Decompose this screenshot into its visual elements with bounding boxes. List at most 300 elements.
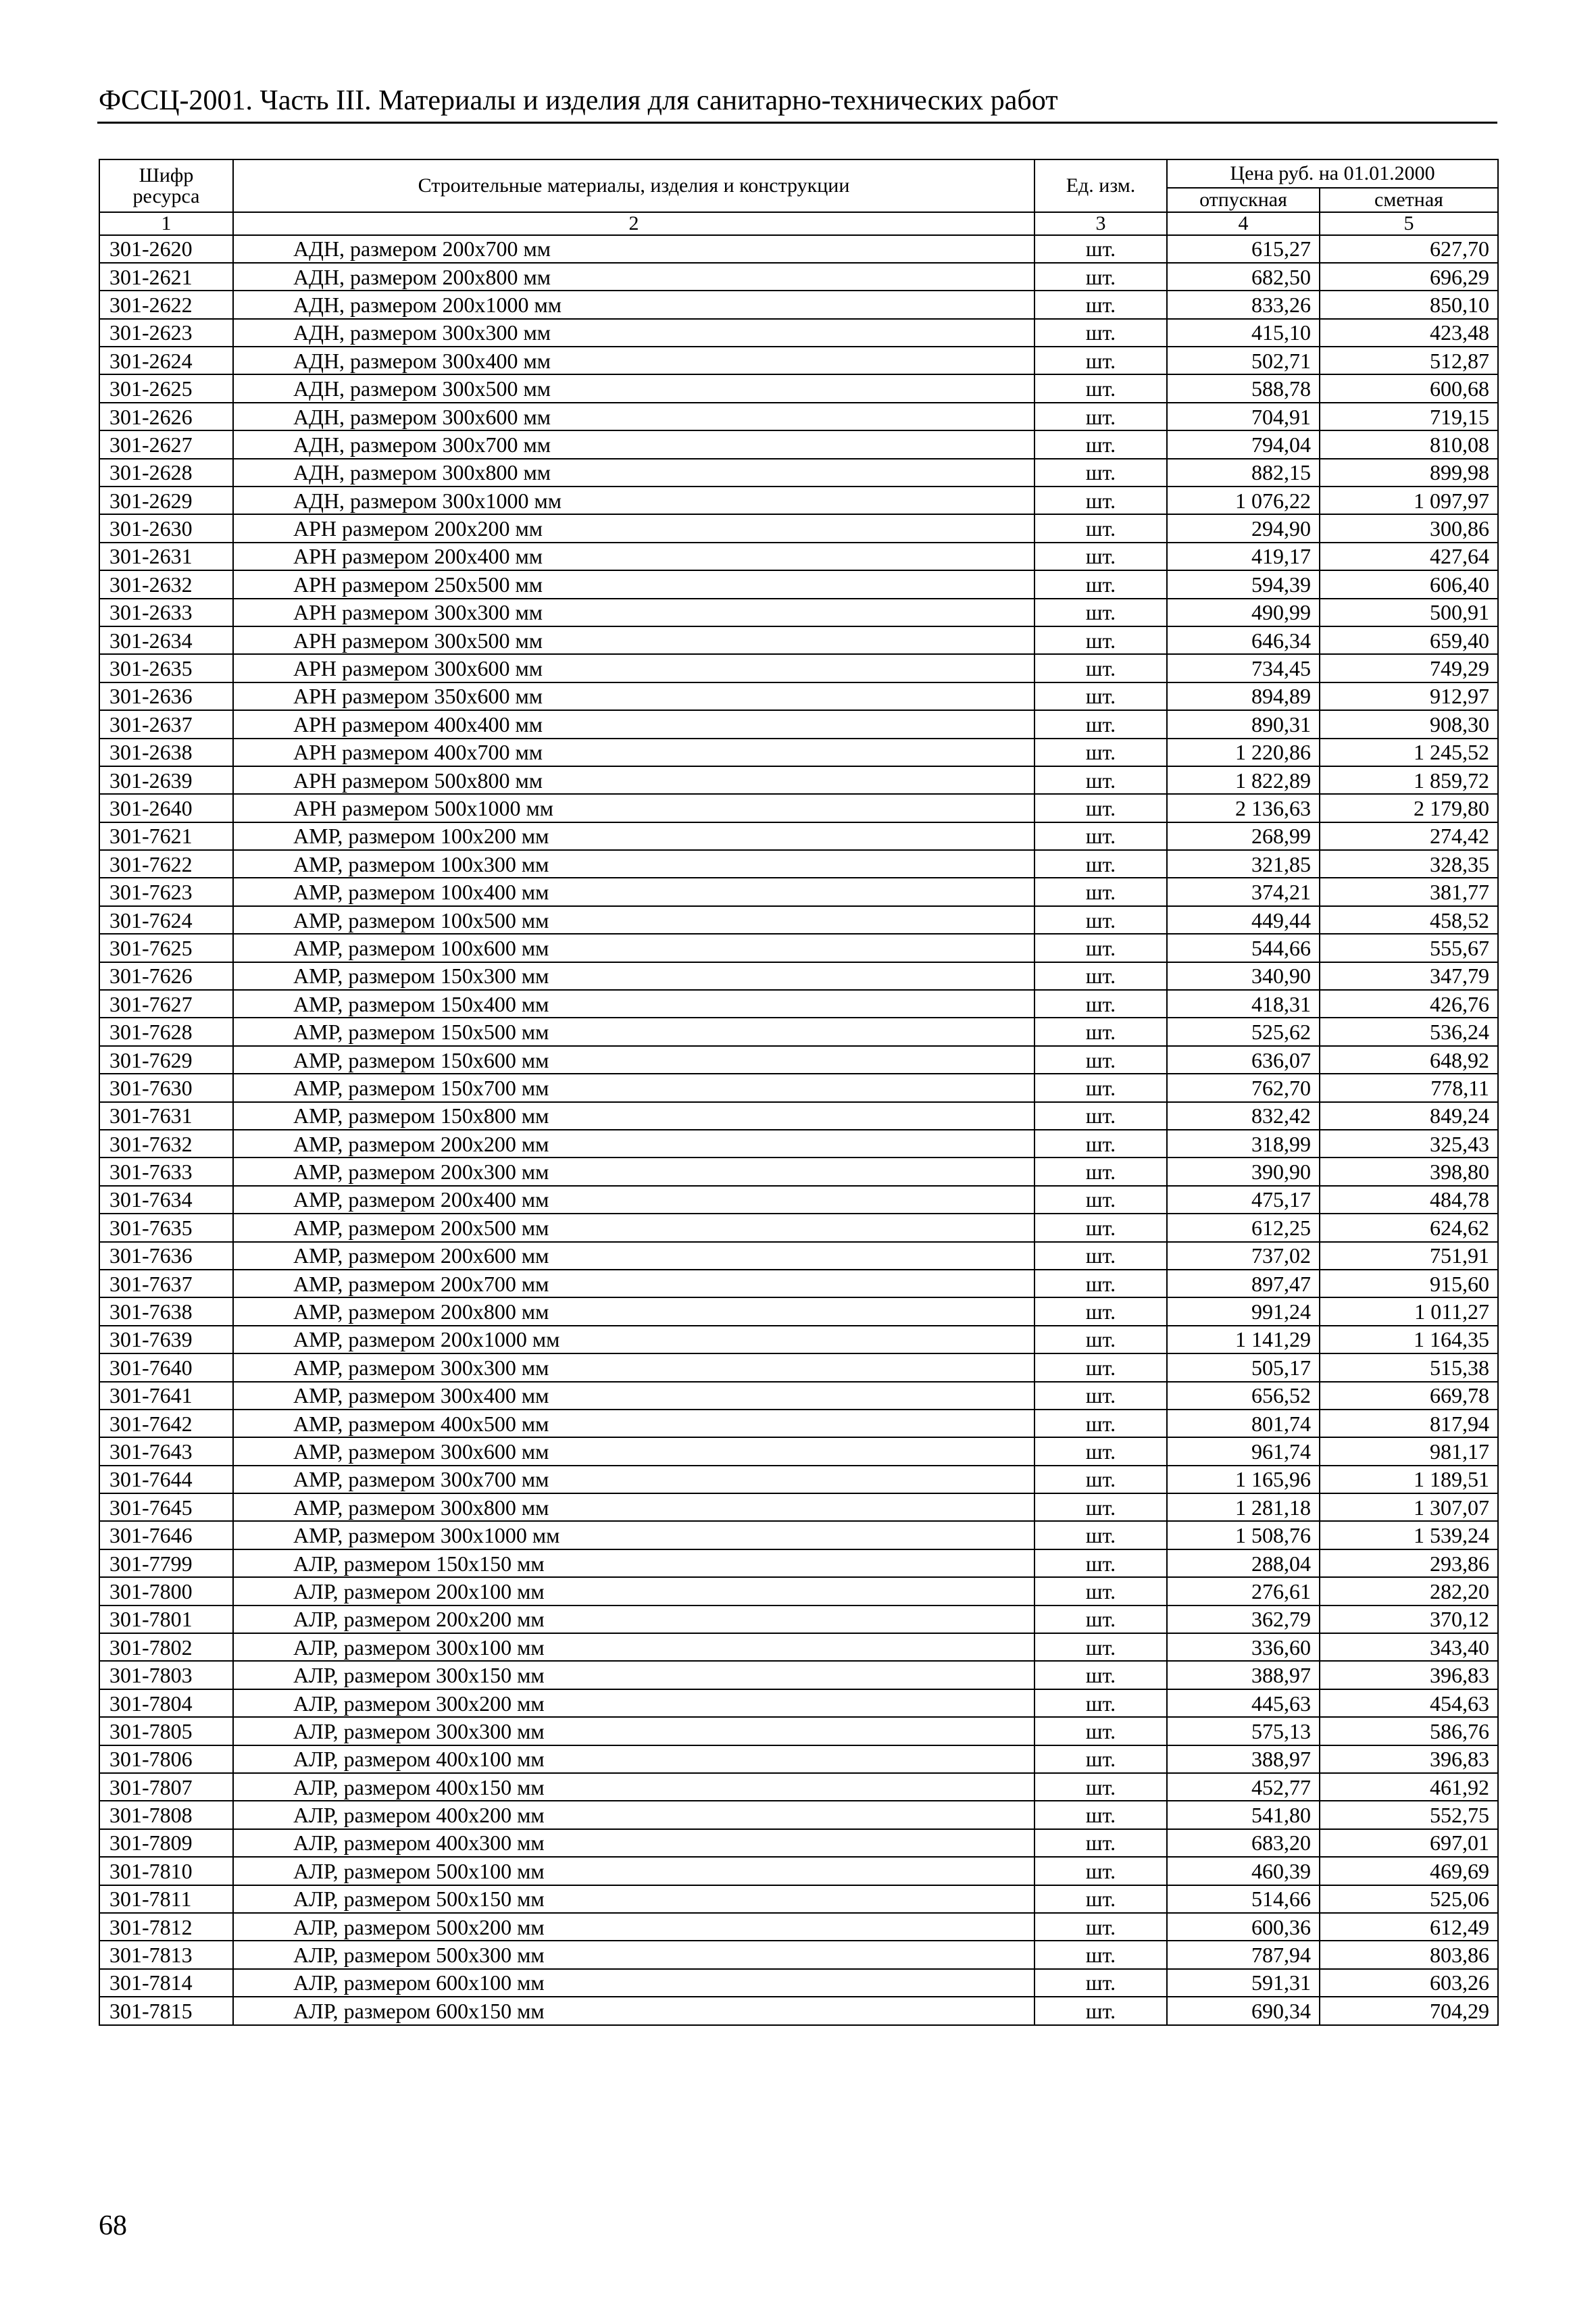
cell-estimate-price: 648,92 [1320,1046,1498,1074]
cell-code: 301-7641 [99,1382,233,1410]
cell-estimate-price: 469,69 [1320,1857,1498,1885]
cell-estimate-price: 810,08 [1320,430,1498,458]
cell-release-price: 961,74 [1167,1437,1320,1465]
cell-release-price: 294,90 [1167,514,1320,542]
cell-estimate-price: 370,12 [1320,1605,1498,1633]
cell-estimate-price: 606,40 [1320,570,1498,598]
table-row [99,626,1498,654]
cell-code: 301-2621 [99,263,233,291]
header-release-price: отпускная [1167,188,1320,212]
cell-code: 301-7800 [99,1577,233,1605]
cell-release-price: 1 220,86 [1167,739,1320,766]
cell-name: АРН размером 300x500 мм [233,626,1034,654]
cell-estimate-price: 778,11 [1320,1074,1498,1101]
cell-code: 301-7644 [99,1466,233,1493]
cell-release-price: 418,31 [1167,990,1320,1018]
cell-estimate-price: 915,60 [1320,1270,1498,1297]
cell-name: АМР, размером 150x700 мм [233,1074,1034,1101]
cell-release-price: 762,70 [1167,1074,1320,1101]
cell-release-price: 682,50 [1167,263,1320,291]
table-row [99,1018,1498,1045]
cell-release-price: 340,90 [1167,962,1320,990]
cell-code: 301-2633 [99,599,233,626]
cell-release-price: 636,07 [1167,1046,1320,1074]
cell-code: 301-7634 [99,1186,233,1214]
table-row [99,682,1498,710]
cell-name: АМР, размером 200x1000 мм [233,1326,1034,1353]
cell-unit: шт. [1034,430,1167,458]
cell-release-price: 321,85 [1167,850,1320,878]
cell-release-price: 1 822,89 [1167,766,1320,794]
cell-code: 301-7633 [99,1158,233,1185]
table-row [99,962,1498,990]
cell-release-price: 1 165,96 [1167,1466,1320,1493]
cell-unit: шт. [1034,1885,1167,1913]
cell-release-price: 318,99 [1167,1130,1320,1158]
cell-name: АРН размером 200x400 мм [233,543,1034,570]
cell-release-price: 787,94 [1167,1941,1320,1968]
table-row [99,1773,1498,1801]
cell-code: 301-7799 [99,1549,233,1577]
cell-name: АЛР, размером 300x200 мм [233,1689,1034,1717]
cell-name: АРН размером 200x200 мм [233,514,1034,542]
table-row [99,1326,1498,1353]
table-row [99,1745,1498,1773]
cell-unit: шт. [1034,459,1167,487]
cell-unit: шт. [1034,1605,1167,1633]
table-row [99,514,1498,542]
cell-name: АЛР, размером 500x200 мм [233,1913,1034,1941]
cell-code: 301-2634 [99,626,233,654]
table-body [99,235,1498,2025]
cell-code: 301-2631 [99,543,233,570]
cell-release-price: 276,61 [1167,1577,1320,1605]
cell-name: АРН размером 400x700 мм [233,739,1034,766]
cell-name: АЛР, размером 600x150 мм [233,1997,1034,2024]
table-row [99,235,1498,263]
cell-name: АЛР, размером 400x150 мм [233,1773,1034,1801]
cell-estimate-price: 1 245,52 [1320,739,1498,766]
cell-release-price: 832,42 [1167,1102,1320,1130]
table-row [99,990,1498,1018]
cell-unit: шт. [1034,1773,1167,1801]
cell-code: 301-7623 [99,878,233,905]
cell-code: 301-7621 [99,822,233,850]
cell-estimate-price: 484,78 [1320,1186,1498,1214]
cell-release-price: 890,31 [1167,710,1320,738]
cell-unit: шт. [1034,570,1167,598]
table-row [99,1661,1498,1689]
cell-name: АМР, размером 150x600 мм [233,1046,1034,1074]
cell-code: 301-7640 [99,1353,233,1381]
cell-code: 301-7808 [99,1801,233,1828]
table-row [99,1913,1498,1941]
cell-estimate-price: 2 179,80 [1320,794,1498,822]
cell-estimate-price: 803,86 [1320,1941,1498,1968]
table-row [99,1353,1498,1381]
cell-unit: шт. [1034,1102,1167,1130]
table-row [99,263,1498,291]
cell-release-price: 514,66 [1167,1885,1320,1913]
cell-estimate-price: 627,70 [1320,235,1498,263]
cell-name: АРН размером 500x1000 мм [233,794,1034,822]
cell-unit: шт. [1034,1353,1167,1381]
header-name: Строительные материалы, изделия и конструкции [233,159,1034,212]
cell-unit: шт. [1034,1521,1167,1549]
cell-estimate-price: 850,10 [1320,291,1498,318]
cell-unit: шт. [1034,822,1167,850]
cell-release-price: 502,71 [1167,347,1320,374]
cell-estimate-price: 328,35 [1320,850,1498,878]
cell-unit: шт. [1034,1549,1167,1577]
cell-unit: шт. [1034,962,1167,990]
table-row [99,1605,1498,1633]
cell-name: АДН, размером 300x700 мм [233,430,1034,458]
cell-estimate-price: 981,17 [1320,1437,1498,1465]
cell-unit: шт. [1034,543,1167,570]
cell-code: 301-7626 [99,962,233,990]
title-divider [97,122,1497,124]
cell-unit: шт. [1034,766,1167,794]
cell-unit: шт. [1034,1437,1167,1465]
cell-estimate-price: 536,24 [1320,1018,1498,1045]
cell-unit: шт. [1034,934,1167,962]
cell-release-price: 1 076,22 [1167,487,1320,514]
cell-estimate-price: 274,42 [1320,822,1498,850]
cell-code: 301-7801 [99,1605,233,1633]
cell-estimate-price: 1 189,51 [1320,1466,1498,1493]
cell-unit: шт. [1034,1577,1167,1605]
cell-code: 301-7814 [99,1969,233,1997]
cell-code: 301-7807 [99,1773,233,1801]
cell-unit: шт. [1034,1661,1167,1689]
cell-unit: шт. [1034,1857,1167,1885]
cell-code: 301-7802 [99,1633,233,1661]
cell-unit: шт. [1034,1158,1167,1185]
header-col-number: 4 [1167,212,1320,235]
cell-estimate-price: 396,83 [1320,1661,1498,1689]
cell-estimate-price: 612,49 [1320,1913,1498,1941]
cell-name: АДН, размером 200x800 мм [233,263,1034,291]
cell-estimate-price: 396,83 [1320,1745,1498,1773]
cell-name: АДН, размером 300x600 мм [233,403,1034,430]
table-header [99,159,1498,235]
cell-name: АМР, размером 200x800 мм [233,1297,1034,1325]
cell-release-price: 588,78 [1167,374,1320,402]
cell-code: 301-7638 [99,1297,233,1325]
table-row [99,1297,1498,1325]
cell-estimate-price: 899,98 [1320,459,1498,487]
cell-code: 301-7624 [99,906,233,934]
cell-code: 301-7642 [99,1410,233,1437]
cell-name: АМР, размером 150x300 мм [233,962,1034,990]
cell-name: АМР, размером 100x300 мм [233,850,1034,878]
table-row [99,1130,1498,1158]
cell-unit: шт. [1034,1493,1167,1521]
cell-estimate-price: 427,64 [1320,543,1498,570]
table-row [99,1493,1498,1521]
cell-code: 301-7806 [99,1745,233,1773]
cell-release-price: 288,04 [1167,1549,1320,1577]
cell-name: АРН размером 400x400 мм [233,710,1034,738]
table-row [99,1158,1498,1185]
cell-name: АМР, размером 300x1000 мм [233,1521,1034,1549]
cell-release-price: 991,24 [1167,1297,1320,1325]
cell-estimate-price: 586,76 [1320,1717,1498,1745]
cell-code: 301-7811 [99,1885,233,1913]
header-estimate-price: сметная [1320,188,1498,212]
cell-release-price: 615,27 [1167,235,1320,263]
page-title: ФССЦ-2001. Часть III. Материалы и изделия для санитарно-технических работ [99,85,1058,116]
cell-release-price: 737,02 [1167,1242,1320,1270]
table-row [99,1801,1498,1828]
cell-release-price: 336,60 [1167,1633,1320,1661]
cell-unit: шт. [1034,1297,1167,1325]
cell-code: 301-7639 [99,1326,233,1353]
cell-estimate-price: 552,75 [1320,1801,1498,1828]
cell-release-price: 268,99 [1167,822,1320,850]
cell-name: АМР, размером 300x400 мм [233,1382,1034,1410]
cell-name: АМР, размером 400x500 мм [233,1410,1034,1437]
cell-code: 301-7629 [99,1046,233,1074]
cell-estimate-price: 525,06 [1320,1885,1498,1913]
cell-release-price: 475,17 [1167,1186,1320,1214]
table-row [99,1969,1498,1997]
cell-name: АДН, размером 200x700 мм [233,235,1034,263]
cell-code: 301-2637 [99,710,233,738]
cell-unit: шт. [1034,403,1167,430]
cell-unit: шт. [1034,291,1167,318]
cell-release-price: 419,17 [1167,543,1320,570]
cell-code: 301-7625 [99,934,233,962]
cell-release-price: 575,13 [1167,1717,1320,1745]
cell-unit: шт. [1034,263,1167,291]
table-row [99,1410,1498,1437]
cell-estimate-price: 343,40 [1320,1633,1498,1661]
cell-unit: шт. [1034,990,1167,1018]
cell-unit: шт. [1034,1046,1167,1074]
cell-name: АРН размером 300x600 мм [233,654,1034,682]
cell-name: АМР, размером 100x500 мм [233,906,1034,934]
cell-unit: шт. [1034,850,1167,878]
cell-estimate-price: 1 859,72 [1320,766,1498,794]
cell-code: 301-2622 [99,291,233,318]
cell-code: 301-7636 [99,1242,233,1270]
cell-name: АМР, размером 300x600 мм [233,1437,1034,1465]
cell-release-price: 388,97 [1167,1661,1320,1689]
table-row [99,459,1498,487]
table-row [99,347,1498,374]
cell-unit: шт. [1034,1717,1167,1745]
cell-estimate-price: 751,91 [1320,1242,1498,1270]
cell-code: 301-2628 [99,459,233,487]
cell-release-price: 415,10 [1167,319,1320,347]
cell-name: АМР, размером 200x700 мм [233,1270,1034,1297]
cell-release-price: 460,39 [1167,1857,1320,1885]
cell-name: АДН, размером 300x1000 мм [233,487,1034,514]
table-row [99,1997,1498,2024]
cell-name: АРН размером 250x500 мм [233,570,1034,598]
cell-code: 301-7628 [99,1018,233,1045]
cell-unit: шт. [1034,347,1167,374]
table-row [99,1102,1498,1130]
cell-estimate-price: 300,86 [1320,514,1498,542]
table-row [99,934,1498,962]
cell-estimate-price: 659,40 [1320,626,1498,654]
cell-name: АЛР, размером 300x100 мм [233,1633,1034,1661]
table-row [99,1046,1498,1074]
cell-release-price: 833,26 [1167,291,1320,318]
cell-estimate-price: 555,67 [1320,934,1498,962]
cell-estimate-price: 1 539,24 [1320,1521,1498,1549]
cell-code: 301-7645 [99,1493,233,1521]
table-row [99,1382,1498,1410]
cell-code: 301-7632 [99,1130,233,1158]
cell-name: АРН размером 300x300 мм [233,599,1034,626]
cell-name: АМР, размером 200x600 мм [233,1242,1034,1270]
cell-release-price: 734,45 [1167,654,1320,682]
cell-unit: шт. [1034,1913,1167,1941]
cell-release-price: 690,34 [1167,1997,1320,2024]
cell-release-price: 525,62 [1167,1018,1320,1045]
table-row [99,1717,1498,1745]
table-row [99,1074,1498,1101]
cell-name: АРН размером 350x600 мм [233,682,1034,710]
cell-code: 301-7643 [99,1437,233,1465]
cell-estimate-price: 1 307,07 [1320,1493,1498,1521]
cell-code: 301-7646 [99,1521,233,1549]
cell-unit: шт. [1034,1382,1167,1410]
cell-code: 301-7812 [99,1913,233,1941]
cell-code: 301-2620 [99,235,233,263]
cell-code: 301-2626 [99,403,233,430]
cell-unit: шт. [1034,794,1167,822]
cell-estimate-price: 282,20 [1320,1577,1498,1605]
table-row [99,710,1498,738]
table-row [99,319,1498,347]
cell-release-price: 449,44 [1167,906,1320,934]
cell-release-price: 390,90 [1167,1158,1320,1185]
cell-name: АМР, размером 200x500 мм [233,1214,1034,1241]
cell-unit: шт. [1034,1242,1167,1270]
cell-unit: шт. [1034,1130,1167,1158]
cell-release-price: 388,97 [1167,1745,1320,1773]
cell-name: АЛР, размером 150x150 мм [233,1549,1034,1577]
cell-unit: шт. [1034,739,1167,766]
cell-unit: шт. [1034,626,1167,654]
cell-unit: шт. [1034,1466,1167,1493]
cell-name: АЛР, размером 300x150 мм [233,1661,1034,1689]
cell-estimate-price: 426,76 [1320,990,1498,1018]
cell-unit: шт. [1034,1326,1167,1353]
cell-name: АЛР, размером 400x100 мм [233,1745,1034,1773]
cell-unit: шт. [1034,1801,1167,1828]
table-row [99,1242,1498,1270]
cell-estimate-price: 454,63 [1320,1689,1498,1717]
cell-unit: шт. [1034,710,1167,738]
cell-code: 301-2636 [99,682,233,710]
cell-code: 301-7631 [99,1102,233,1130]
cell-name: АМР, размером 300x700 мм [233,1466,1034,1493]
cell-release-price: 612,25 [1167,1214,1320,1241]
cell-estimate-price: 908,30 [1320,710,1498,738]
table-row [99,1186,1498,1214]
cell-code: 301-7637 [99,1270,233,1297]
cell-unit: шт. [1034,1214,1167,1241]
table-row [99,1689,1498,1717]
cell-release-price: 505,17 [1167,1353,1320,1381]
cell-code: 301-2632 [99,570,233,598]
table-row [99,1437,1498,1465]
table-row [99,1521,1498,1549]
header-col-number: 2 [233,212,1034,235]
cell-unit: шт. [1034,654,1167,682]
table-row [99,1466,1498,1493]
table-row [99,1857,1498,1885]
cell-name: АМР, размером 150x800 мм [233,1102,1034,1130]
cell-unit: шт. [1034,682,1167,710]
cell-code: 301-7622 [99,850,233,878]
cell-name: АМР, размером 100x400 мм [233,878,1034,905]
header-col-number: 1 [99,212,233,235]
cell-code: 301-7815 [99,1997,233,2024]
cell-estimate-price: 912,97 [1320,682,1498,710]
cell-unit: шт. [1034,878,1167,905]
cell-name: АМР, размером 100x200 мм [233,822,1034,850]
cell-name: АМР, размером 100x600 мм [233,934,1034,962]
cell-unit: шт. [1034,374,1167,402]
table-row [99,291,1498,318]
cell-estimate-price: 696,29 [1320,263,1498,291]
cell-code: 301-7804 [99,1689,233,1717]
cell-estimate-price: 669,78 [1320,1382,1498,1410]
cell-estimate-price: 1 164,35 [1320,1326,1498,1353]
table-row [99,403,1498,430]
cell-estimate-price: 458,52 [1320,906,1498,934]
cell-estimate-price: 817,94 [1320,1410,1498,1437]
cell-unit: шт. [1034,319,1167,347]
cell-unit: шт. [1034,235,1167,263]
cell-name: АДН, размером 200x1000 мм [233,291,1034,318]
cell-estimate-price: 381,77 [1320,878,1498,905]
cell-code: 301-7630 [99,1074,233,1101]
cell-estimate-price: 849,24 [1320,1102,1498,1130]
table-row [99,766,1498,794]
cell-name: АМР, размером 150x500 мм [233,1018,1034,1045]
cell-code: 301-2624 [99,347,233,374]
cell-name: АЛР, размером 500x100 мм [233,1857,1034,1885]
header-col-number: 3 [1034,212,1167,235]
cell-unit: шт. [1034,1829,1167,1857]
table-row [99,570,1498,598]
cell-code: 301-2638 [99,739,233,766]
table-row [99,1214,1498,1241]
cell-code: 301-2623 [99,319,233,347]
cell-release-price: 452,77 [1167,1773,1320,1801]
table-row [99,430,1498,458]
cell-release-price: 544,66 [1167,934,1320,962]
table-row [99,1270,1498,1297]
cell-release-price: 490,99 [1167,599,1320,626]
table-row [99,1577,1498,1605]
table-row [99,1885,1498,1913]
cell-code: 301-7813 [99,1941,233,1968]
cell-name: АРН размером 500x800 мм [233,766,1034,794]
cell-estimate-price: 515,38 [1320,1353,1498,1381]
cell-release-price: 704,91 [1167,403,1320,430]
cell-unit: шт. [1034,599,1167,626]
cell-code: 301-2630 [99,514,233,542]
